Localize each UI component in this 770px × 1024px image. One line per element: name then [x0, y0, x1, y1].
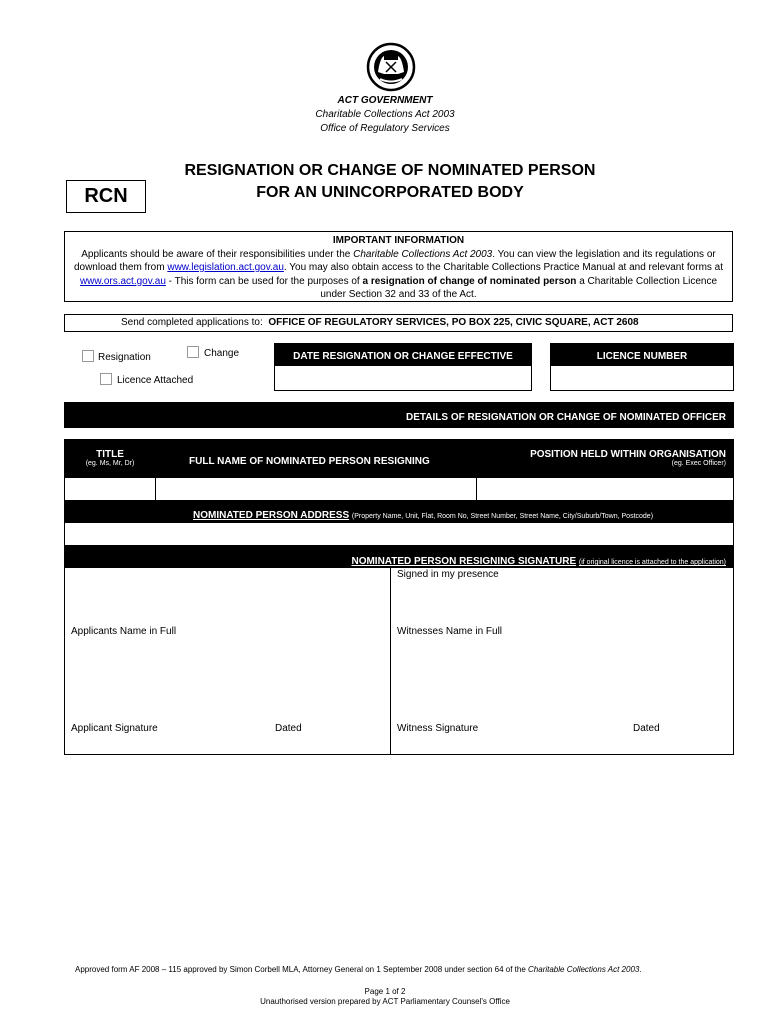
- witness-dated-label: Dated: [633, 723, 660, 734]
- title-col-header: [64, 449, 156, 467]
- ors-link[interactable]: www.ors.act.gov.au: [79, 275, 166, 287]
- applicant-dated-label: Dated: [275, 723, 302, 734]
- signature-hint: (if original licence is attached to the application): [578, 559, 726, 566]
- important-bold: a resignation of change of nominated person: [362, 275, 577, 287]
- signed-in-presence-label: Signed in my presence: [397, 569, 499, 580]
- form-code: RCN: [66, 180, 146, 213]
- witness-signature-label: Witness Signature: [397, 723, 479, 734]
- date-effective-header: DATE RESIGNATION OR CHANGE EFFECTIVE: [274, 343, 532, 365]
- form-title-line2: FOR AN UNINCORPORATED BODY: [256, 184, 524, 201]
- address-label: NOMINATED PERSON ADDRESS: [193, 510, 350, 521]
- address-header-text: [193, 510, 653, 521]
- applicant-name-label: Applicants Name in Full: [71, 626, 177, 637]
- important-text-e: a Charitable Collection Licence under Section 32 and 33 of the Act.: [320, 275, 718, 300]
- licence-number-header: LICENCE NUMBER: [550, 343, 734, 365]
- approval-note: [75, 965, 765, 974]
- change-label: Change: [204, 348, 240, 359]
- send-to-box: [64, 314, 733, 332]
- signature-divider: [390, 568, 391, 754]
- position-col-header: [530, 449, 726, 467]
- form-title-line1: RESIGNATION OR CHANGE OF NOMINATED PERSON: [184, 162, 596, 179]
- applicant-signature-label: Applicant Signature: [71, 723, 158, 734]
- signature-header-text: [351, 556, 726, 567]
- licence-attached-label: Licence Attached: [117, 375, 194, 386]
- page-number: Page 1 of 2: [364, 987, 406, 996]
- signature-label: NOMINATED PERSON RESIGNING SIGNATURE: [351, 556, 577, 567]
- address-hint: (Property Name, Unit, Flat, Room No, Street Number, Street Name, City/Suburb/Town, Postcode): [351, 513, 654, 520]
- org-name: ACT GOVERNMENT: [337, 95, 433, 106]
- full-name-col-header: FULL NAME OF NOMINATED PERSON RESIGNING: [189, 456, 430, 467]
- address-input[interactable]: [64, 522, 734, 546]
- send-address: OFFICE OF REGULATORY SERVICES, PO BOX 225, CIVIC SQUARE, ACT 2608: [268, 317, 639, 328]
- important-text-b: . You can view the legislation and its regulations or download them from: [73, 248, 716, 273]
- date-effective-input[interactable]: [274, 365, 532, 391]
- legislation-link[interactable]: www.legislation.act.gov.au: [167, 262, 284, 273]
- licence-attached-checkbox[interactable]: [100, 373, 112, 385]
- unauthorised-note: Unauthorised version prepared by ACT Parliamentary Counsel's Office: [260, 997, 510, 1006]
- important-heading: IMPORTANT INFORMATION: [332, 235, 465, 246]
- details-header: DETAILS OF RESIGNATION OR CHANGE OF NOMINATED OFFICER: [64, 402, 734, 428]
- position-input[interactable]: [476, 477, 734, 501]
- important-text-a: Applicants should be aware of their responsibilities under the: [81, 248, 354, 260]
- title-input[interactable]: [64, 477, 156, 501]
- important-text-d: - This form can be used for the purposes of: [165, 275, 363, 287]
- title-col-label: TITLE: [96, 449, 124, 460]
- important-act: Charitable Collections Act 2003: [353, 248, 493, 260]
- office-name: Office of Regulatory Services: [320, 123, 450, 134]
- licence-number-input[interactable]: [550, 365, 734, 391]
- witness-name-label: Witnesses Name in Full: [397, 626, 503, 637]
- details-columns-header: [64, 439, 734, 477]
- position-col-label: POSITION HELD WITHIN ORGANISATION: [530, 449, 726, 460]
- full-name-input[interactable]: [155, 477, 477, 501]
- title-col-hint: (eg. Ms, Mr, Dr): [85, 460, 135, 467]
- change-checkbox[interactable]: [187, 346, 199, 358]
- important-text-c: . You may also obtain access to the Charitable Collections Practice Manual at and relevant forms at: [283, 262, 724, 273]
- important-text: [71, 248, 726, 302]
- approval-act: Charitable Collections Act 2003: [528, 965, 640, 974]
- position-col-hint: (eg. Exec Officer): [671, 460, 726, 467]
- resignation-label: Resignation: [98, 352, 151, 363]
- act-government-crest-logo: [366, 42, 416, 92]
- act-name: Charitable Collections Act 2003: [315, 109, 455, 120]
- send-label: Send completed applications to:: [121, 317, 263, 328]
- approval-text: Approved form AF 2008 – 115 approved by Simon Corbell MLA, Attorney General on 1 September 2008 under section 64 of the: [75, 965, 529, 974]
- resignation-checkbox[interactable]: [82, 350, 94, 362]
- important-information-box: [64, 231, 733, 302]
- address-header: [64, 501, 734, 522]
- approval-end: .: [639, 965, 642, 974]
- signature-area: [64, 567, 734, 755]
- signature-header: [64, 546, 734, 567]
